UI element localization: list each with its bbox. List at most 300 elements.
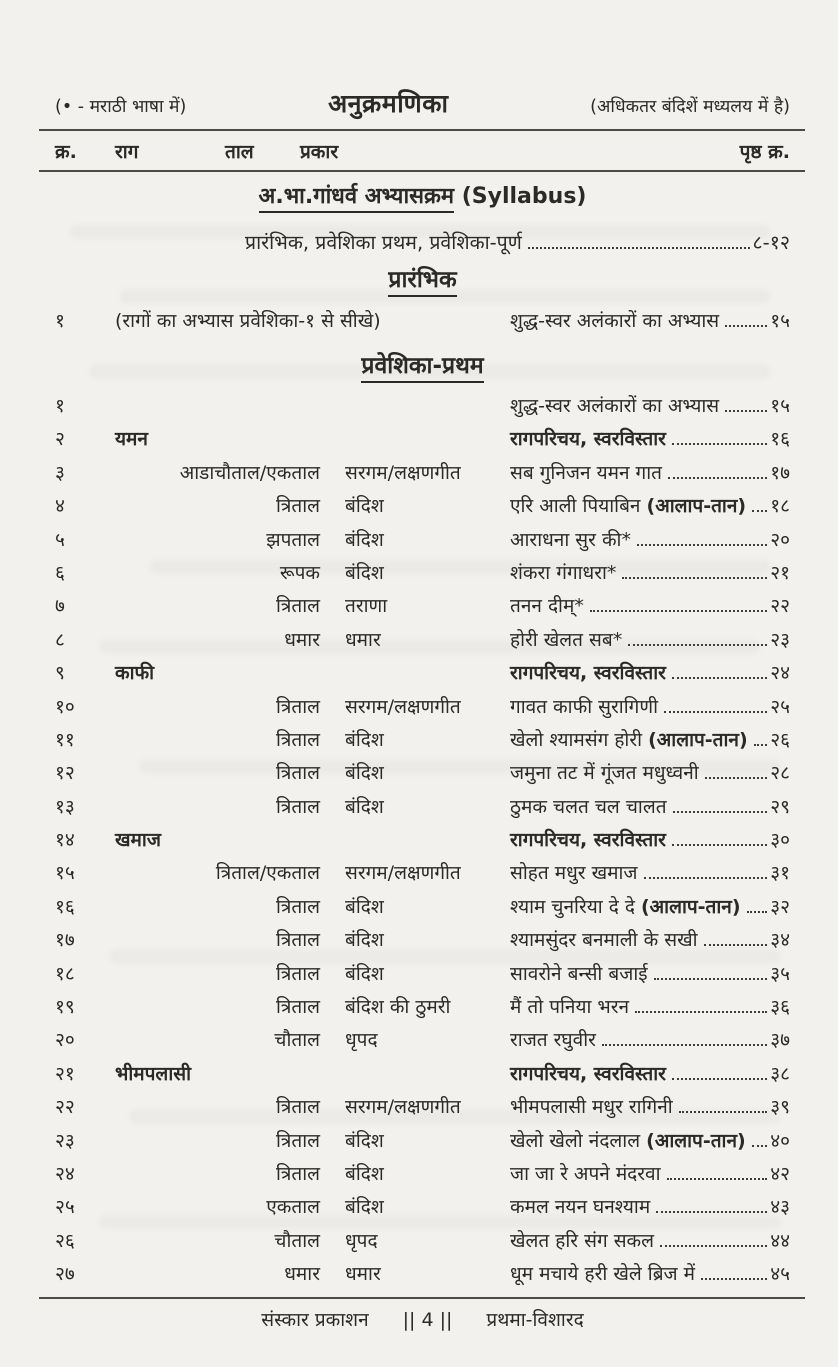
row-tala: त्रिताल/एकताल	[215, 862, 320, 885]
row-tala: त्रिताल	[275, 962, 320, 985]
row-raga: खमाज	[115, 829, 161, 852]
divider	[39, 129, 805, 131]
row-mid	[100, 526, 510, 552]
row-title-text: जा जा रे अपने मंदरवा	[510, 1162, 661, 1185]
row-serial: १६	[55, 895, 75, 918]
row-title-text: होरी खेलत सब*	[510, 628, 623, 651]
footer-divider	[39, 1297, 805, 1299]
row-prakar: बंदिश	[345, 1129, 384, 1152]
row-mid	[100, 793, 510, 819]
row-page: ३९	[770, 1096, 790, 1119]
dot-leader	[660, 1245, 767, 1247]
row-title-text: तनन दीम्*	[510, 595, 584, 618]
dot-leader	[602, 1044, 767, 1046]
row-title-text: शुद्ध-स्वर अलंकारों का अभ्यास	[510, 395, 720, 417]
dot-leader	[725, 325, 767, 327]
dot-leader	[637, 544, 767, 546]
row-page: २५	[770, 695, 790, 718]
row-serial: ७	[55, 595, 65, 618]
row-title-group	[510, 459, 790, 485]
row-title-group	[510, 693, 790, 719]
dot-leader	[672, 677, 767, 679]
row-serial: ४	[55, 495, 65, 518]
col-page: पृष्ठ क्र.	[739, 141, 790, 163]
dot-leader	[679, 1111, 768, 1113]
row-mid	[100, 693, 510, 719]
row-prakar: तराणा	[345, 595, 388, 618]
row-serial: २५	[55, 1196, 75, 1219]
row-title-group	[510, 1160, 790, 1186]
row-prakar: बंदिश	[345, 762, 384, 785]
dot-leader	[673, 811, 768, 813]
row-serial: १७	[55, 929, 75, 952]
row-page: ४५	[770, 1263, 790, 1286]
dot-leader	[667, 1178, 768, 1180]
row-title-group	[510, 1060, 790, 1086]
row-tala: त्रिताल	[275, 762, 320, 785]
row-title-group	[510, 626, 790, 652]
row-title	[510, 459, 662, 485]
toc-page	[55, 0, 790, 1367]
dot-leader	[664, 711, 767, 713]
row-mid	[100, 425, 510, 451]
toc-row	[55, 926, 790, 959]
row-mid	[100, 1227, 510, 1253]
page-header	[55, 86, 790, 120]
row-mid	[100, 1260, 510, 1286]
row-tala: धमार	[284, 1263, 320, 1286]
marathi-note: (• - मराठी भाषा में)	[55, 97, 187, 117]
toc-row	[55, 1160, 790, 1193]
row-serial: २२	[55, 1096, 75, 1119]
toc-row	[55, 392, 790, 425]
dot-leader	[668, 477, 767, 479]
row-tala: आडाचौताल/एकताल	[179, 461, 320, 484]
row-title-text: शंकरा गंगाधरा*	[510, 561, 617, 584]
toc-row	[55, 1193, 790, 1226]
row-title-text: रागपरिचय, स्वरविस्तार	[510, 829, 666, 852]
row-title	[510, 492, 746, 518]
row-serial: १८	[55, 962, 75, 985]
row-serial: २३	[55, 1129, 75, 1152]
dot-leader	[672, 443, 767, 445]
row-title-group	[510, 1193, 790, 1219]
row-mid	[100, 307, 510, 333]
row-tala: त्रिताल	[275, 795, 320, 818]
row-mid	[100, 559, 510, 585]
row-mid	[100, 759, 510, 785]
dot-leader	[644, 877, 768, 879]
row-title	[510, 592, 584, 618]
toc-row	[55, 459, 790, 492]
toc-row	[55, 1127, 790, 1160]
row-prakar: बंदिश	[345, 895, 384, 918]
dot-leader	[752, 510, 767, 512]
row-serial: ३	[55, 461, 65, 484]
toc-row	[55, 1026, 790, 1059]
row-prakar: सरगम/लक्षणगीत	[345, 862, 461, 885]
dot-leader	[747, 911, 768, 913]
row-page: ३६	[770, 996, 790, 1019]
page-title: अनुक्रमणिका	[328, 89, 449, 118]
book-title: प्रथमा-विशारद	[486, 1309, 584, 1331]
row-raga: भीमपलासी	[115, 1062, 192, 1085]
row-title-group	[510, 859, 790, 885]
toc-row	[55, 526, 790, 559]
toc-row	[55, 307, 790, 340]
row-title-bold-text: (आलाप-तान)	[640, 895, 741, 918]
row-mid	[100, 1193, 510, 1219]
page-footer	[55, 1306, 790, 1332]
col-prakar: प्रकार	[300, 141, 339, 163]
row-prakar: बंदिश	[345, 495, 384, 518]
row-title-bold-text: (आलाप-तान)	[648, 728, 748, 751]
row-title	[510, 960, 648, 986]
row-title-text: खेलो श्यामसंग होरी	[510, 728, 649, 751]
row-raga: यमन	[115, 428, 148, 451]
row-title	[510, 759, 699, 785]
row-title-text: जमुना तट में गूंजत मधुध्वनी	[510, 762, 699, 785]
dot-leader	[704, 944, 768, 946]
row-page: ३७	[770, 1029, 790, 1052]
row-title	[510, 526, 631, 552]
row-serial: १५	[55, 862, 75, 885]
row-title-text: मैं तो पनिया भरन	[510, 996, 630, 1019]
row-title-group	[510, 759, 790, 785]
row-title	[510, 893, 741, 919]
syllabus-row-text: प्रारंभिक, प्रवेशिका प्रथम, प्रवेशिका-पूर्ण	[245, 231, 522, 254]
row-title	[510, 1060, 666, 1086]
dot-leader	[672, 844, 767, 846]
row-prakar: धृपद	[345, 1229, 378, 1252]
toc-row	[55, 1093, 790, 1126]
row-title: शुद्ध-स्वर अलंकारों का अभ्यास	[510, 310, 720, 332]
row-title-group	[510, 960, 790, 986]
row-mid	[100, 1026, 510, 1052]
row-serial: १४	[55, 829, 75, 852]
row-prakar: सरगम/लक्षणगीत	[345, 695, 461, 718]
row-tala: झपताल	[266, 528, 320, 551]
row-page: ३१	[770, 862, 790, 885]
toc-row	[55, 659, 790, 692]
row-tala: त्रिताल	[275, 895, 320, 918]
syllabus-row-page: ८-१२	[752, 231, 790, 254]
row-mid	[100, 626, 510, 652]
row-title-text: एरि आली पियाबिन	[510, 495, 647, 518]
row-prakar: सरगम/लक्षणगीत	[345, 1096, 461, 1119]
row-title-group	[510, 1026, 790, 1052]
row-page: ३८	[770, 1062, 790, 1085]
row-serial: २	[55, 428, 65, 451]
row-title-group	[510, 1260, 790, 1286]
col-tala: ताल	[225, 141, 254, 163]
row-page: १५	[770, 395, 790, 417]
row-mid	[100, 1160, 510, 1186]
toc-row	[55, 1060, 790, 1093]
row-page: ३४	[770, 929, 790, 952]
row-prakar: धमार	[345, 628, 381, 651]
madhyalaya-note: (अधिकतर बंदिशें मध्यलय में है)	[590, 97, 790, 117]
row-prakar: बंदिश	[345, 1196, 384, 1219]
row-title-text: कमल नयन घनश्याम	[510, 1196, 651, 1219]
row-mid	[100, 826, 510, 852]
row-serial: २४	[55, 1162, 75, 1185]
row-page: १६	[770, 428, 790, 451]
toc-row	[55, 592, 790, 625]
row-title-text: रागपरिचय, स्वरविस्तार	[510, 428, 666, 451]
row-title	[510, 559, 616, 585]
row-prakar: बंदिश	[345, 561, 384, 584]
row-serial: २१	[55, 1062, 75, 1085]
row-title	[510, 859, 638, 885]
row-title-text: सावरोने बन्सी बजाई	[510, 962, 648, 985]
row-title	[510, 793, 667, 819]
dot-leader	[590, 610, 767, 612]
row-page: ४४	[770, 1229, 790, 1252]
row-serial: १	[55, 310, 65, 332]
row-title	[510, 425, 666, 451]
row-mid	[100, 592, 510, 618]
row-serial: २७	[55, 1263, 75, 1286]
row-title-group	[510, 1093, 790, 1119]
dot-leader	[656, 1211, 767, 1213]
dot-leader	[635, 1011, 767, 1013]
row-title-bold-text: (आलाप-तान)	[646, 1129, 746, 1152]
toc-row	[55, 1227, 790, 1260]
row-serial: १२	[55, 762, 75, 785]
row-page: १७	[770, 461, 790, 484]
row-title-group	[510, 793, 790, 819]
row-title-text: ठुमक चलत चल चालत	[510, 795, 667, 818]
row-title-group	[510, 526, 790, 552]
section-heading-prarambhik: प्रारंभिक	[55, 262, 790, 294]
row-title	[510, 392, 719, 418]
row-serial: १९	[55, 996, 75, 1019]
row-prakar: बंदिश	[345, 929, 384, 952]
dot-leader	[725, 410, 767, 412]
row-page: १५	[770, 310, 790, 332]
row-mid	[100, 926, 510, 952]
row-prakar: धृपद	[345, 1029, 378, 1052]
row-title-group	[510, 726, 790, 752]
toc-row	[55, 993, 790, 1026]
row-title-text: राजत रघुवीर	[510, 1029, 596, 1052]
toc-row	[55, 893, 790, 926]
syllabus-heading-text: अ.भा.गांधर्व अभ्यासक्रम	[259, 184, 455, 213]
row-tala: धमार	[284, 628, 320, 651]
col-serial: क्र.	[55, 141, 77, 163]
row-title	[510, 1026, 596, 1052]
row-mid	[100, 1127, 510, 1153]
toc-row	[55, 826, 790, 859]
dot-leader	[701, 1278, 767, 1280]
syllabus-row	[55, 228, 790, 255]
row-title-group	[510, 926, 790, 952]
row-mid	[100, 659, 510, 685]
row-page: १८	[770, 495, 790, 518]
row-mid	[100, 459, 510, 485]
toc-row	[55, 492, 790, 525]
dot-leader	[705, 777, 768, 779]
toc-row	[55, 559, 790, 592]
row-title-text: खेलत हरि संग सकल	[510, 1229, 655, 1252]
dot-leader	[628, 644, 767, 646]
row-title	[510, 1193, 650, 1219]
row-mid	[100, 492, 510, 518]
syllabus-heading-suffix: (Syllabus)	[454, 184, 587, 209]
toc-row	[55, 759, 790, 792]
row-page: ३०	[770, 829, 790, 852]
row-tala: त्रिताल	[275, 1096, 320, 1119]
row-prakar: बंदिश की ठुमरी	[345, 996, 451, 1019]
row-mid	[100, 859, 510, 885]
row-mid	[100, 1093, 510, 1119]
divider	[39, 170, 805, 172]
row-tala: त्रिताल	[275, 1129, 320, 1152]
row-prakar: सरगम/लक्षणगीत	[345, 461, 461, 484]
column-header-row	[55, 138, 790, 168]
row-page: २९	[770, 795, 790, 818]
row-page: ३५	[770, 962, 790, 985]
dot-leader	[754, 744, 768, 746]
row-serial: १	[55, 395, 65, 417]
row-raga: काफी	[115, 662, 155, 685]
row-title	[510, 1227, 654, 1253]
row-note: (रागों का अभ्यास प्रवेशिका-१ से सीखे)	[115, 310, 381, 332]
row-title-text: श्याम चुनरिया दे दे	[510, 895, 641, 918]
row-page: ४३	[770, 1196, 790, 1219]
row-page: २४	[770, 662, 790, 685]
row-page: २३	[770, 628, 790, 651]
row-tala: त्रिताल	[275, 1162, 320, 1185]
toc-row	[55, 693, 790, 726]
row-mid	[100, 993, 510, 1019]
row-title-text: खेलो खेलो नंदलाल	[510, 1129, 647, 1152]
row-title-group	[510, 425, 790, 451]
row-title-group	[510, 392, 790, 418]
row-title-text: रागपरिचय, स्वरविस्तार	[510, 662, 666, 685]
row-mid	[100, 1060, 510, 1086]
row-title-group	[510, 1127, 790, 1153]
row-page: २८	[770, 762, 790, 785]
row-title	[510, 1260, 695, 1286]
row-title-text: रागपरिचय, स्वरविस्तार	[510, 1062, 666, 1085]
row-title	[510, 1127, 746, 1153]
row-page: २६	[770, 728, 790, 751]
toc-row	[55, 726, 790, 759]
row-title-group	[510, 826, 790, 852]
row-serial: ८	[55, 628, 65, 651]
syllabus-heading	[55, 180, 790, 210]
col-raga: राग	[115, 141, 139, 163]
toc-row	[55, 960, 790, 993]
toc-row	[55, 1260, 790, 1293]
row-tala: त्रिताल	[275, 728, 320, 751]
row-tala: रूपक	[279, 561, 320, 584]
section-heading-praveshika: प्रवेशिका-प्रथम	[55, 348, 790, 380]
row-title	[510, 826, 666, 852]
row-tala: चौताल	[274, 1229, 320, 1252]
row-title	[510, 926, 698, 952]
row-title-group	[510, 492, 790, 518]
row-title-group	[510, 1227, 790, 1253]
row-title	[510, 726, 748, 752]
row-title-text: गावत काफी सुरागिणी	[510, 695, 658, 718]
toc-row	[55, 425, 790, 458]
row-tala: त्रिताल	[275, 495, 320, 518]
row-tala: त्रिताल	[275, 595, 320, 618]
row-page: ३२	[770, 895, 790, 918]
row-title	[510, 693, 658, 719]
row-page: २२	[770, 595, 790, 618]
row-tala: त्रिताल	[275, 929, 320, 952]
dot-leader	[672, 1078, 767, 1080]
row-serial: ६	[55, 561, 65, 584]
toc-row	[55, 859, 790, 892]
row-prakar: बंदिश	[345, 795, 384, 818]
row-serial: २०	[55, 1029, 75, 1052]
publisher-name: संस्कार प्रकाशन	[261, 1309, 369, 1331]
row-serial: ९	[55, 662, 65, 685]
row-title	[510, 1093, 673, 1119]
row-tala: त्रिताल	[275, 996, 320, 1019]
dot-leader	[622, 577, 767, 579]
toc-rows	[55, 392, 790, 1294]
row-title-group	[510, 993, 790, 1019]
row-serial: १०	[55, 695, 75, 718]
toc-row	[55, 793, 790, 826]
row-tala: चौताल	[274, 1029, 320, 1052]
footer-page-number: || 4 ||	[402, 1309, 453, 1331]
row-title-group	[510, 559, 790, 585]
row-title-group	[510, 307, 790, 333]
row-title-text: धूम मचाये हरी खेले ब्रिज में	[510, 1263, 696, 1286]
toc-row	[55, 626, 790, 659]
row-page: ४२	[770, 1162, 790, 1185]
row-mid	[100, 726, 510, 752]
row-title-group	[510, 592, 790, 618]
row-title-text: आराधना सुर की*	[510, 528, 631, 551]
row-prakar: बंदिश	[345, 1162, 384, 1185]
row-serial: ११	[55, 728, 75, 751]
row-prakar: धमार	[345, 1263, 381, 1286]
row-title-text: श्यामसुंदर बनमाली के सखी	[510, 929, 698, 952]
row-title-group	[510, 893, 790, 919]
row-title	[510, 1160, 661, 1186]
row-title-text: सब गुनिजन यमन गात	[510, 461, 662, 484]
row-title-group	[510, 659, 790, 685]
dot-leader	[654, 978, 768, 980]
dot-leader	[752, 1145, 768, 1147]
row-title	[510, 626, 622, 652]
row-tala: एकताल	[266, 1196, 320, 1219]
row-serial: १३	[55, 795, 75, 818]
row-mid	[100, 960, 510, 986]
row-page: २१	[770, 561, 790, 584]
row-prakar: बंदिश	[345, 528, 384, 551]
row-mid	[100, 893, 510, 919]
row-prakar: बंदिश	[345, 962, 384, 985]
row-serial: ५	[55, 528, 65, 551]
row-title	[510, 659, 666, 685]
dot-leader	[528, 247, 750, 249]
row-tala: त्रिताल	[275, 695, 320, 718]
row-title	[510, 993, 629, 1019]
row-title-text: भीमपलासी मधुर रागिनी	[510, 1096, 673, 1119]
row-page: २०	[770, 528, 790, 551]
row-serial: २६	[55, 1229, 75, 1252]
row-title-text: सोहत मधुर खमाज	[510, 862, 638, 885]
